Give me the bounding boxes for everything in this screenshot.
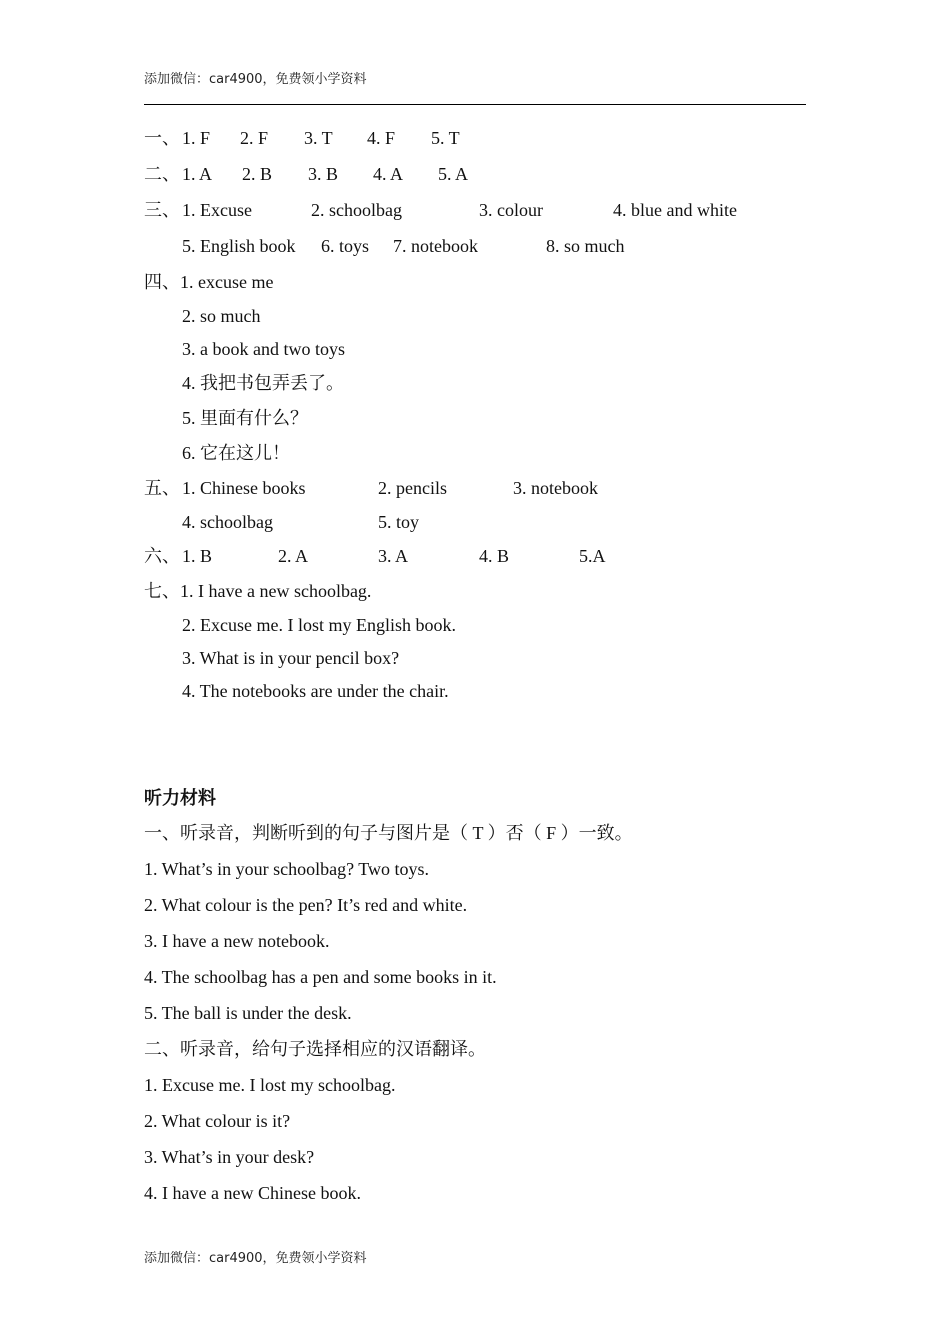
- answer-item: 2. A: [278, 546, 309, 566]
- section-3-row-1: [144, 199, 737, 221]
- answer-item: 5. T: [431, 128, 460, 148]
- answer-item: 4. blue and white: [613, 200, 737, 220]
- answer-item: 5. English book: [182, 236, 296, 256]
- section-6: [144, 545, 606, 567]
- answer-item: 1. Excuse: [182, 200, 252, 220]
- answer-item: 3. a book and two toys: [182, 339, 345, 359]
- answer-item: 5.A: [579, 546, 606, 566]
- answer-item: 1. Chinese books: [182, 478, 306, 498]
- section-5-row-1: [144, 477, 598, 499]
- answer-item: 2. F: [240, 128, 269, 148]
- answer-item: 3. colour: [479, 200, 543, 220]
- answer-item: 5. 里面有什么？: [182, 408, 308, 428]
- answer-item: 5. A: [438, 164, 469, 184]
- section-4-item-1: [144, 271, 273, 293]
- section-number: 七、: [144, 581, 180, 601]
- section-number: 三、: [144, 200, 180, 220]
- page-header: 添加微信：car4900，免费领小学资料: [144, 72, 367, 87]
- listening-sentence: 4. I have a new Chinese book.: [144, 1183, 361, 1203]
- listening-sentence: 2. What colour is the pen? It’s red and white.: [144, 895, 468, 915]
- section-number: 六、: [144, 546, 180, 566]
- answer-item: 4. schoolbag: [182, 512, 273, 532]
- section-1: [144, 127, 460, 149]
- answer-item: 6. toys: [321, 236, 370, 256]
- section-7-item-1: [144, 580, 371, 602]
- answer-item: 4. A: [373, 164, 404, 184]
- listening-part-2-instruction: 二、听录音，给句子选择相应的汉语翻译。: [144, 1039, 486, 1059]
- answer-item: 2. schoolbag: [311, 200, 402, 220]
- answer-item: 3. B: [308, 164, 339, 184]
- page-footer: 添加微信：car4900，免费领小学资料: [144, 1251, 367, 1266]
- answer-item: 2. B: [242, 164, 273, 184]
- section-number: 二、: [144, 164, 180, 184]
- answer-item: 2. pencils: [378, 478, 447, 498]
- answer-item: 4. B: [479, 546, 510, 566]
- section-number: 一、: [144, 128, 180, 148]
- listening-part-1-instruction: 一、听录音，判断听到的句子与图片是（ T ）否（ F ）一致。: [144, 823, 633, 843]
- answer-item: 1. A: [182, 164, 213, 184]
- listening-title: 听力材料: [144, 788, 216, 808]
- listening-sentence: 3. What’s in your desk?: [144, 1147, 315, 1167]
- answer-item: 1. B: [182, 546, 213, 566]
- listening-sentence: 3. I have a new notebook.: [144, 931, 330, 951]
- answer-item: 3. What is in your pencil box?: [182, 648, 400, 668]
- header-rule: [144, 104, 806, 105]
- answer-item: 3. A: [378, 546, 409, 566]
- answer-item: 6. 它在这儿！: [182, 443, 290, 463]
- section-number: 五、: [144, 478, 180, 498]
- listening-sentence: 2. What colour is it?: [144, 1111, 291, 1131]
- answer-item: 4. 我把书包弄丢了。: [182, 373, 344, 393]
- listening-sentence: 4. The schoolbag has a pen and some books in it.: [144, 967, 497, 987]
- answer-item: 3. T: [304, 128, 333, 148]
- answer-item: 7. notebook: [393, 236, 478, 256]
- listening-sentence: 5. The ball is under the desk.: [144, 1003, 352, 1023]
- listening-sentence: 1. Excuse me. I lost my schoolbag.: [144, 1075, 396, 1095]
- answer-item: 1. F: [182, 128, 211, 148]
- answer-item: 2. so much: [182, 306, 261, 326]
- answer-item: 5. toy: [378, 512, 420, 532]
- answer-item: 4. The notebooks are under the chair.: [182, 681, 449, 701]
- listening-sentence: 1. What’s in your schoolbag? Two toys.: [144, 859, 430, 879]
- answer-item: 3. notebook: [513, 478, 598, 498]
- answer-item: 8. so much: [546, 236, 625, 256]
- answer-item: 2. Excuse me. I lost my English book.: [182, 615, 456, 635]
- answer-item: 1. I have a new schoolbag.: [180, 581, 372, 601]
- answer-item: 4. F: [367, 128, 396, 148]
- answer-item: 1. excuse me: [180, 272, 274, 292]
- section-2: [144, 163, 469, 185]
- section-number: 四、: [144, 272, 180, 292]
